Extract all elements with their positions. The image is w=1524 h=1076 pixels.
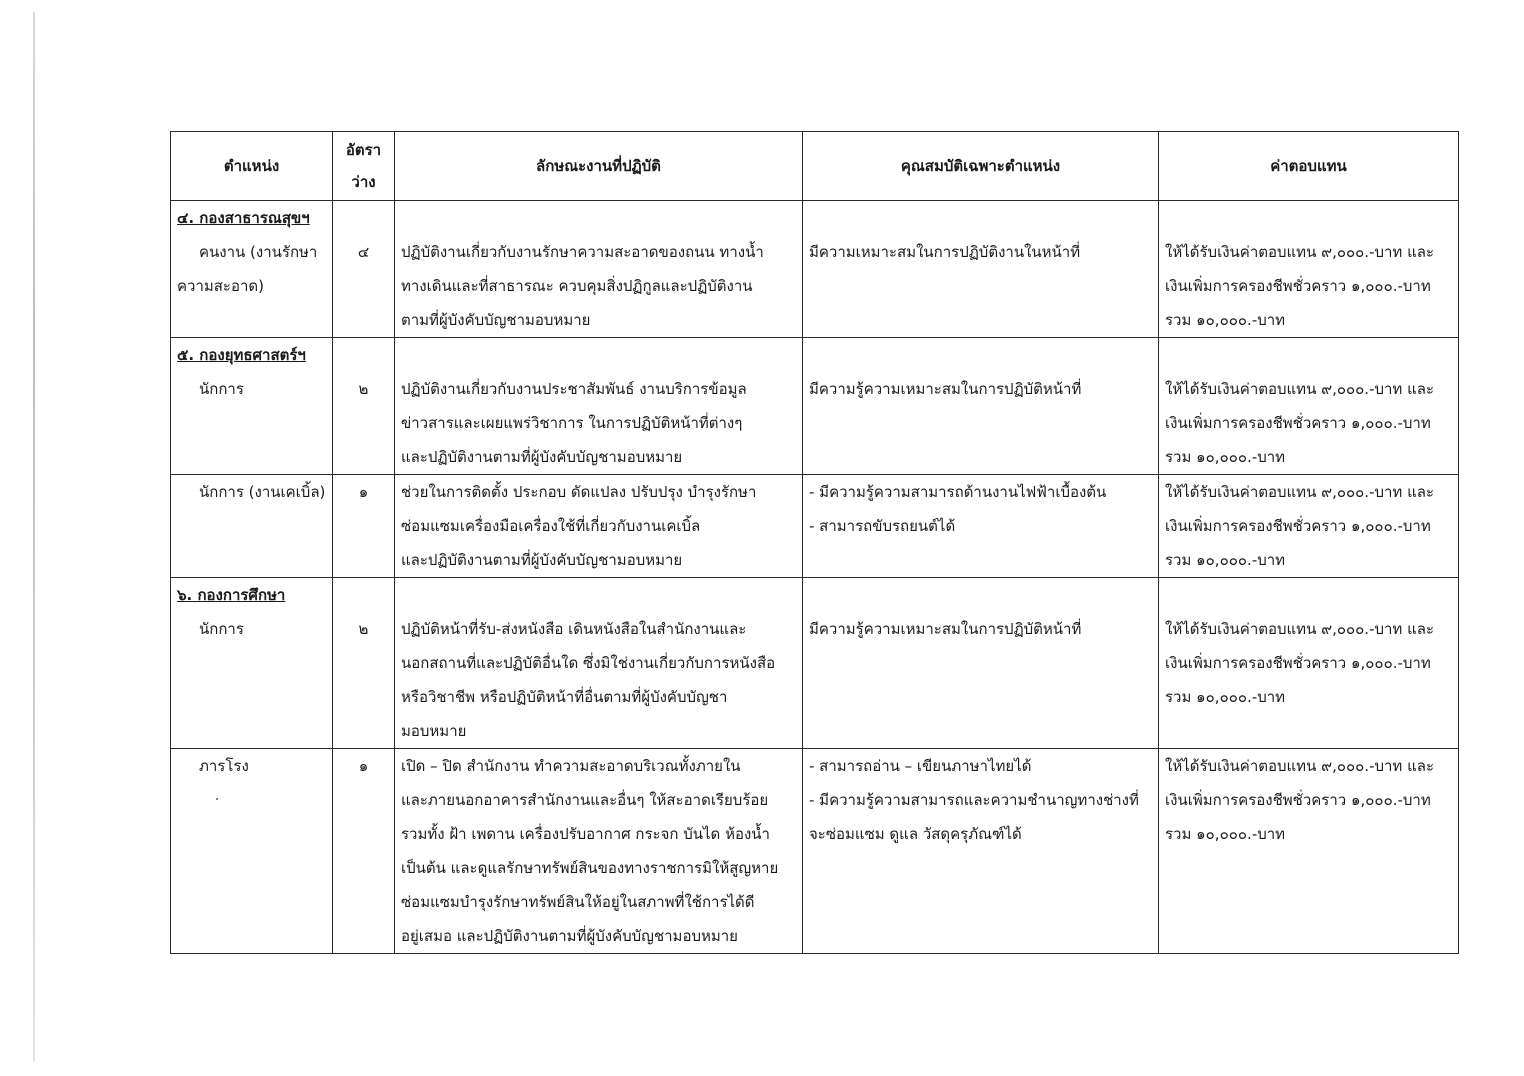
position-title: คนงาน (งานรักษา <box>199 243 318 261</box>
duties-line: เปิด – ปิด สำนักงาน ทำความสะอาดบริเวณทั้งภายใน <box>401 757 741 775</box>
duties-line: รวมทั้ง ฝ้า เพดาน เครื่องปรับอากาศ กระจก บันได ห้องน้ำ <box>401 825 770 843</box>
duties-line: ปฏิบัติงานเกี่ยวกับงานรักษาความสะอาดของถนน ทางน้ำ <box>401 243 764 261</box>
compensation-line: ให้ได้รับเงินค่าตอบแทน ๙,๐๐๐.-บาท และ <box>1165 757 1435 775</box>
duties-line: ช่วยในการติดตั้ง ประกอบ ดัดแปลง ปรับปรุง บำรุงรักษา <box>401 483 757 501</box>
duties-line: ทางเดินและที่สาธารณะ ควบคุมสิ่งปฏิกูลและปฏิบัติงาน <box>401 277 753 295</box>
rate-cell <box>333 475 395 578</box>
qualifications-cell <box>803 201 1159 338</box>
position-title: นักการ <box>199 620 244 638</box>
compensation-line: ให้ได้รับเงินค่าตอบแทน ๙,๐๐๐.-บาท และ <box>1165 620 1435 638</box>
compensation-cell <box>1159 749 1459 954</box>
duties-cell <box>395 475 803 578</box>
header-duties: ลักษณะงานที่ปฏิบัติ <box>395 132 803 201</box>
position-title: ภารโรง <box>199 757 249 775</box>
compensation-line: ให้ได้รับเงินค่าตอบแทน ๙,๐๐๐.-บาท และ <box>1165 243 1435 261</box>
compensation-line: ให้ได้รับเงินค่าตอบแทน ๙,๐๐๐.-บาท และ <box>1165 483 1435 501</box>
rate-value: ๒ <box>358 380 369 398</box>
header-rate-line: ว่าง <box>351 173 376 191</box>
duties-line: เป็นต้น และดูแลรักษาทรัพย์สินของทางราชการมิให้สูญหาย <box>401 859 779 877</box>
section-heading: ๕. กองยุทธศาสตร์ฯ <box>177 346 306 364</box>
duties-line: และปฏิบัติงานตามที่ผู้บังคับบัญชามอบหมาย <box>401 551 683 569</box>
header-position: ตำแหน่ง <box>171 132 333 201</box>
compensation-line: ให้ได้รับเงินค่าตอบแทน ๙,๐๐๐.-บาท และ <box>1165 380 1435 398</box>
header-rate-line: อัตรา <box>345 141 382 159</box>
table-row <box>171 578 1459 749</box>
compensation-line: เงินเพิ่มการครองชีพชั่วคราว ๑,๐๐๐.-บาท <box>1165 791 1431 809</box>
header-rate <box>333 132 395 201</box>
duties-line: อยู่เสมอ และปฏิบัติงานตามที่ผู้บังคับบัญชามอบหมาย <box>401 927 738 945</box>
duties-cell <box>395 749 803 954</box>
rate-value: ๑ <box>358 757 369 775</box>
duties-line: ซ่อมแซมบำรุงรักษาทรัพย์สินให้อยู่ในสภาพที่ใช้การได้ดี <box>401 893 755 911</box>
position-title: นักการ (งานเคเบิ้ล) <box>199 483 326 501</box>
duties-line: ตามที่ผู้บังคับบัญชามอบหมาย <box>401 311 591 329</box>
qualification-line: จะซ่อมแซม ดูแล วัสดุครุภัณฑ์ได้ <box>809 825 1022 843</box>
qualifications-cell <box>803 749 1159 954</box>
rate-cell <box>333 578 395 749</box>
duties-line: และปฏิบัติงานตามที่ผู้บังคับบัญชามอบหมาย <box>401 448 683 466</box>
header-compensation: ค่าตอบแทน <box>1159 132 1459 201</box>
table-row <box>171 749 1459 954</box>
rate-cell <box>333 201 395 338</box>
qualification-line: - มีความรู้ความสามารถด้านงานไฟฟ้าเบื้องต้น <box>809 483 1107 501</box>
rate-value: ๒ <box>358 620 369 638</box>
position-cell <box>171 201 333 338</box>
compensation-line: เงินเพิ่มการครองชีพชั่วคราว ๑,๐๐๐.-บาท <box>1165 277 1431 295</box>
duties-cell <box>395 578 803 749</box>
compensation-line: รวม ๑๐,๐๐๐.-บาท <box>1165 688 1286 706</box>
qualification-line: - มีความรู้ความสามารถและความชำนาญทางช่างที่ <box>809 791 1139 809</box>
section-heading: ๔. กองสาธารณสุขฯ <box>177 209 310 227</box>
compensation-line: เงินเพิ่มการครองชีพชั่วคราว ๑,๐๐๐.-บาท <box>1165 654 1431 672</box>
duties-line: และภายนอกอาคารสำนักงานและอื่นๆ ให้สะอาดเรียบร้อย <box>401 791 769 809</box>
section-heading: ๖. กองการศึกษา <box>177 586 286 604</box>
position-title: นักการ <box>199 380 244 398</box>
duties-line: ซ่อมแซมเครื่องมือเครื่องใช้ที่เกี่ยวกับงานเคเบิ้ล <box>401 517 701 535</box>
duties-line: หรือวิชาชีพ หรือปฏิบัติหน้าที่อื่นตามที่ผู้บังคับบัญชา <box>401 688 728 706</box>
qualifications-cell <box>803 475 1159 578</box>
duties-line: มอบหมาย <box>401 722 467 740</box>
duties-cell <box>395 201 803 338</box>
compensation-line: รวม ๑๐,๐๐๐.-บาท <box>1165 448 1286 466</box>
compensation-cell <box>1159 578 1459 749</box>
compensation-line: รวม ๑๐,๐๐๐.-บาท <box>1165 551 1286 569</box>
rate-value: ๑ <box>358 483 369 501</box>
scan-edge <box>33 12 35 1062</box>
table-row <box>171 201 1459 338</box>
compensation-line: รวม ๑๐,๐๐๐.-บาท <box>1165 825 1286 843</box>
duties-line: นอกสถานที่และปฏิบัติอื่นใด ซึ่งมิใช่งานเกี่ยวกับการหนังสือ <box>401 654 776 672</box>
compensation-line: รวม ๑๐,๐๐๐.-บาท <box>1165 311 1286 329</box>
duties-cell <box>395 338 803 475</box>
compensation-line: เงินเพิ่มการครองชีพชั่วคราว ๑,๐๐๐.-บาท <box>1165 517 1431 535</box>
position-cell <box>171 749 333 954</box>
rate-cell <box>333 749 395 954</box>
qualification-line: มีความรู้ความเหมาะสมในการปฏิบัติหน้าที่ <box>809 620 1082 638</box>
rate-value: ๔ <box>357 243 370 261</box>
position-cell <box>171 475 333 578</box>
qualifications-cell <box>803 338 1159 475</box>
job-positions-table <box>170 131 1459 954</box>
position-title: ความสะอาด) <box>177 277 265 295</box>
duties-line: ข่าวสารและเผยแพร่วิชาการ ในการปฏิบัติหน้าที่ต่างๆ <box>401 414 743 432</box>
compensation-cell <box>1159 475 1459 578</box>
qualification-line: มีความเหมาะสมในการปฏิบัติงานในหน้าที่ <box>809 243 1081 261</box>
compensation-cell <box>1159 338 1459 475</box>
position-cell <box>171 578 333 749</box>
qualification-line: - สามารถอ่าน – เขียนภาษาไทยได้ <box>809 757 1032 775</box>
qualification-line: มีความรู้ความเหมาะสมในการปฏิบัติหน้าที่ <box>809 380 1082 398</box>
table-row <box>171 475 1459 578</box>
position-cell <box>171 338 333 475</box>
qualification-line: - สามารถขับรถยนต์ได้ <box>809 517 956 535</box>
rate-cell <box>333 338 395 475</box>
table-header-row <box>171 132 1459 201</box>
table-row <box>171 338 1459 475</box>
compensation-line: เงินเพิ่มการครองชีพชั่วคราว ๑,๐๐๐.-บาท <box>1165 414 1431 432</box>
qualifications-cell <box>803 578 1159 749</box>
duties-line: ปฏิบัติงานเกี่ยวกับงานประชาสัมพันธ์ งานบริการข้อมูล <box>401 380 747 398</box>
header-qualifications: คุณสมบัติเฉพาะตำแหน่ง <box>803 132 1159 201</box>
duties-line: ปฏิบัติหน้าที่รับ-ส่งหนังสือ เดินหนังสือในสำนักงานและ <box>401 620 747 638</box>
compensation-cell <box>1159 201 1459 338</box>
